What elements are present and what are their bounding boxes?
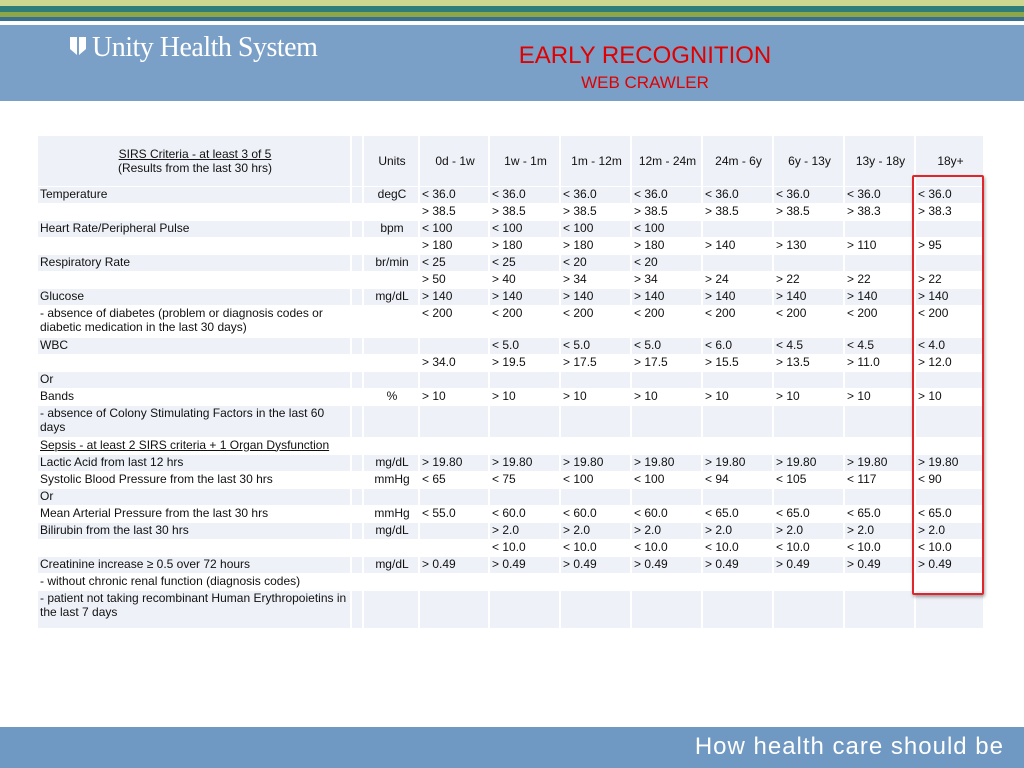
threshold-cell: > 2.0 — [773, 522, 844, 539]
threshold-cell — [844, 405, 915, 437]
threshold-cell: < 94 — [702, 471, 773, 488]
spacer-cell — [351, 590, 363, 628]
threshold-cell — [631, 590, 702, 628]
threshold-cell — [844, 254, 915, 271]
unit-cell: mmHg — [363, 471, 419, 488]
threshold-cell — [702, 488, 773, 505]
threshold-cell — [560, 405, 631, 437]
table-row — [38, 522, 984, 539]
threshold-cell — [702, 573, 773, 590]
spacer-cell — [351, 271, 363, 288]
table-row — [38, 220, 984, 237]
threshold-cell: > 0.49 — [702, 556, 773, 573]
criteria-label: Lactic Acid from last 12 hrs — [38, 454, 351, 471]
threshold-cell: > 2.0 — [915, 522, 984, 539]
threshold-cell: > 38.5 — [773, 203, 844, 220]
threshold-cell: > 19.80 — [844, 454, 915, 471]
age-header-1m-12m: 1m - 12m — [560, 136, 631, 186]
threshold-cell: < 100 — [631, 220, 702, 237]
threshold-cell — [844, 488, 915, 505]
threshold-cell: > 2.0 — [560, 522, 631, 539]
criteria-label: Sepsis - at least 2 SIRS criteria + 1 Organ Dysfunction — [38, 437, 351, 454]
threshold-cell: > 10 — [489, 388, 560, 405]
spacer-cell — [351, 522, 363, 539]
threshold-cell: > 2.0 — [631, 522, 702, 539]
units-header: Units — [363, 136, 419, 186]
table-row — [38, 305, 984, 337]
table-row — [38, 288, 984, 305]
threshold-cell: < 100 — [631, 471, 702, 488]
threshold-cell: < 117 — [844, 471, 915, 488]
threshold-cell: < 25 — [489, 254, 560, 271]
age-header-0d-1w: 0d - 1w — [419, 136, 489, 186]
threshold-cell: > 11.0 — [844, 354, 915, 371]
threshold-cell — [560, 573, 631, 590]
threshold-cell: > 140 — [844, 288, 915, 305]
unit-cell — [363, 371, 419, 388]
threshold-cell — [419, 337, 489, 354]
threshold-cell: < 6.0 — [702, 337, 773, 354]
threshold-cell: > 180 — [560, 237, 631, 254]
threshold-cell: > 180 — [489, 237, 560, 254]
table-row — [38, 237, 984, 254]
threshold-cell: > 2.0 — [702, 522, 773, 539]
threshold-cell — [773, 573, 844, 590]
threshold-cell — [631, 573, 702, 590]
threshold-cell: < 4.0 — [915, 337, 984, 354]
threshold-cell — [419, 522, 489, 539]
threshold-cell: > 140 — [702, 288, 773, 305]
threshold-cell: > 10 — [773, 388, 844, 405]
table-row — [38, 556, 984, 573]
threshold-cell: < 200 — [419, 305, 489, 337]
criteria-label: - absence of Colony Stimulating Factors in the last 60 days — [38, 405, 351, 437]
threshold-cell — [702, 437, 773, 454]
criteria-label: - without chronic renal function (diagnosis codes) — [38, 573, 351, 590]
threshold-cell: < 105 — [773, 471, 844, 488]
threshold-cell — [844, 437, 915, 454]
threshold-cell — [419, 488, 489, 505]
threshold-cell: < 20 — [560, 254, 631, 271]
threshold-cell: < 100 — [419, 220, 489, 237]
threshold-cell: < 65 — [419, 471, 489, 488]
threshold-cell: > 38.5 — [489, 203, 560, 220]
unit-cell: mmHg — [363, 505, 419, 522]
threshold-cell — [419, 437, 489, 454]
threshold-cell: > 2.0 — [844, 522, 915, 539]
table-row — [38, 186, 984, 203]
spacer-cell — [351, 405, 363, 437]
threshold-cell: > 180 — [631, 237, 702, 254]
unit-cell: mg/dL — [363, 454, 419, 471]
threshold-cell: > 140 — [560, 288, 631, 305]
table-header-row — [38, 136, 984, 186]
age-header-6y-13y: 6y - 13y — [773, 136, 844, 186]
threshold-cell: < 20 — [631, 254, 702, 271]
threshold-cell: < 90 — [915, 471, 984, 488]
threshold-cell: > 0.49 — [419, 556, 489, 573]
threshold-cell: < 10.0 — [773, 539, 844, 556]
criteria-label: Glucose — [38, 288, 351, 305]
table-row — [38, 405, 984, 437]
unit-cell — [363, 237, 419, 254]
threshold-cell: < 200 — [702, 305, 773, 337]
threshold-cell — [702, 254, 773, 271]
table-row — [38, 488, 984, 505]
threshold-cell: > 19.80 — [419, 454, 489, 471]
threshold-cell — [844, 573, 915, 590]
unit-cell — [363, 337, 419, 354]
threshold-cell: > 140 — [773, 288, 844, 305]
threshold-cell: > 140 — [702, 237, 773, 254]
threshold-cell — [773, 405, 844, 437]
threshold-cell — [702, 220, 773, 237]
threshold-cell: > 140 — [915, 288, 984, 305]
threshold-cell: > 0.49 — [844, 556, 915, 573]
criteria-label — [38, 271, 351, 288]
threshold-cell — [844, 590, 915, 628]
threshold-cell: > 17.5 — [631, 354, 702, 371]
spacer-cell — [351, 437, 363, 454]
table-row — [38, 539, 984, 556]
unit-cell — [363, 405, 419, 437]
threshold-cell: > 130 — [773, 237, 844, 254]
adult-column-highlight — [912, 175, 984, 595]
threshold-cell — [560, 437, 631, 454]
spacer-cell — [351, 136, 363, 186]
threshold-cell: > 0.49 — [631, 556, 702, 573]
table-row — [38, 271, 984, 288]
spacer-cell — [351, 471, 363, 488]
threshold-cell: < 100 — [560, 471, 631, 488]
threshold-cell: > 10 — [560, 388, 631, 405]
threshold-cell — [489, 437, 560, 454]
spacer-cell — [351, 556, 363, 573]
criteria-label: Respiratory Rate — [38, 254, 351, 271]
table-row — [38, 471, 984, 488]
spacer-cell — [351, 220, 363, 237]
criteria-label: Mean Arterial Pressure from the last 30 hrs — [38, 505, 351, 522]
spacer-cell — [351, 254, 363, 271]
top-stripe — [0, 17, 1024, 21]
table-row — [38, 371, 984, 388]
spacer-cell — [351, 539, 363, 556]
threshold-cell: > 0.49 — [915, 556, 984, 573]
threshold-cell: > 19.80 — [631, 454, 702, 471]
threshold-cell — [773, 220, 844, 237]
table-row — [38, 388, 984, 405]
spacer-cell — [351, 186, 363, 203]
threshold-cell: > 34.0 — [419, 354, 489, 371]
threshold-cell: < 10.0 — [631, 539, 702, 556]
threshold-cell: > 22 — [915, 271, 984, 288]
threshold-cell — [419, 590, 489, 628]
threshold-cell: < 36.0 — [419, 186, 489, 203]
threshold-cell — [419, 539, 489, 556]
threshold-cell: < 5.0 — [489, 337, 560, 354]
unit-cell — [363, 354, 419, 371]
criteria-label — [38, 539, 351, 556]
age-header-24m-6y: 24m - 6y — [702, 136, 773, 186]
threshold-cell: < 36.0 — [844, 186, 915, 203]
threshold-cell: < 4.5 — [844, 337, 915, 354]
threshold-cell: < 200 — [915, 305, 984, 337]
threshold-cell: > 34 — [560, 271, 631, 288]
table-row — [38, 590, 984, 628]
threshold-cell: > 19.80 — [773, 454, 844, 471]
threshold-cell: < 65.0 — [844, 505, 915, 522]
unit-cell: mg/dL — [363, 522, 419, 539]
threshold-cell: < 200 — [631, 305, 702, 337]
threshold-cell — [560, 371, 631, 388]
threshold-cell: < 55.0 — [419, 505, 489, 522]
threshold-cell: > 17.5 — [560, 354, 631, 371]
criteria-label: - absence of diabetes (problem or diagnosis codes or diabetic medication in the last 30 days) — [38, 305, 351, 337]
threshold-cell: < 200 — [773, 305, 844, 337]
age-header-1w-1m: 1w - 1m — [489, 136, 560, 186]
threshold-cell: < 65.0 — [702, 505, 773, 522]
threshold-cell: > 38.3 — [844, 203, 915, 220]
criteria-label: - patient not taking recombinant Human Erythropoietins in the last 7 days — [38, 590, 351, 628]
threshold-cell — [631, 488, 702, 505]
threshold-cell: > 95 — [915, 237, 984, 254]
threshold-cell: < 4.5 — [773, 337, 844, 354]
threshold-cell: > 13.5 — [773, 354, 844, 371]
table-row — [38, 454, 984, 471]
threshold-cell — [419, 405, 489, 437]
threshold-cell: < 36.0 — [915, 186, 984, 203]
threshold-cell — [773, 371, 844, 388]
threshold-cell: > 10 — [631, 388, 702, 405]
threshold-cell: > 140 — [489, 288, 560, 305]
threshold-cell: > 19.80 — [560, 454, 631, 471]
threshold-cell — [631, 437, 702, 454]
threshold-cell: > 10 — [702, 388, 773, 405]
threshold-cell: < 36.0 — [560, 186, 631, 203]
threshold-cell — [915, 590, 984, 628]
spacer-cell — [351, 388, 363, 405]
spacer-cell — [351, 305, 363, 337]
threshold-cell: < 25 — [419, 254, 489, 271]
age-header-12m-24m: 12m - 24m — [631, 136, 702, 186]
threshold-cell — [702, 590, 773, 628]
spacer-cell — [351, 354, 363, 371]
threshold-cell — [773, 590, 844, 628]
threshold-cell: > 0.49 — [489, 556, 560, 573]
threshold-cell: > 10 — [915, 388, 984, 405]
threshold-cell: > 38.5 — [419, 203, 489, 220]
threshold-cell: > 19.80 — [702, 454, 773, 471]
unit-cell — [363, 573, 419, 590]
unit-cell — [363, 590, 419, 628]
spacer-cell — [351, 371, 363, 388]
criteria-label: Creatinine increase ≥ 0.5 over 72 hours — [38, 556, 351, 573]
table-row — [38, 203, 984, 220]
threshold-cell — [560, 590, 631, 628]
unit-cell: mg/dL — [363, 556, 419, 573]
page-subtitle: WEB CRAWLER — [581, 73, 709, 92]
threshold-cell: > 140 — [631, 288, 702, 305]
threshold-cell: > 15.5 — [702, 354, 773, 371]
logo — [68, 30, 317, 66]
criteria-label: Or — [38, 488, 351, 505]
logo-text: Unity Health System — [92, 32, 318, 63]
criteria-label: Temperature — [38, 186, 351, 203]
threshold-cell — [489, 590, 560, 628]
threshold-cell: < 200 — [560, 305, 631, 337]
threshold-cell: > 38.5 — [702, 203, 773, 220]
criteria-label: Bands — [38, 388, 351, 405]
threshold-cell — [419, 371, 489, 388]
threshold-cell: > 50 — [419, 271, 489, 288]
unit-cell: % — [363, 388, 419, 405]
threshold-cell — [489, 405, 560, 437]
threshold-cell: < 36.0 — [631, 186, 702, 203]
unity-logo-icon — [68, 35, 88, 61]
threshold-cell — [773, 254, 844, 271]
criteria-header — [38, 136, 351, 186]
threshold-cell: < 5.0 — [560, 337, 631, 354]
unit-cell — [363, 305, 419, 337]
criteria-label — [38, 354, 351, 371]
criteria-label — [38, 203, 351, 220]
spacer-cell — [351, 288, 363, 305]
threshold-cell — [773, 488, 844, 505]
threshold-cell: > 2.0 — [489, 522, 560, 539]
threshold-cell — [702, 371, 773, 388]
spacer-cell — [351, 488, 363, 505]
unit-cell: degC — [363, 186, 419, 203]
threshold-cell: > 0.49 — [560, 556, 631, 573]
age-header-13y-18y: 13y - 18y — [844, 136, 915, 186]
criteria-header-note: (Results from the last 30 hrs) — [117, 160, 273, 175]
criteria-header-title: SIRS Criteria - at least 3 of 5 — [118, 146, 272, 161]
threshold-cell — [702, 405, 773, 437]
threshold-cell: < 100 — [560, 220, 631, 237]
threshold-cell: < 36.0 — [702, 186, 773, 203]
threshold-cell: > 12.0 — [915, 354, 984, 371]
threshold-cell: < 65.0 — [773, 505, 844, 522]
spacer-cell — [351, 337, 363, 354]
threshold-cell: < 60.0 — [560, 505, 631, 522]
spacer-cell — [351, 237, 363, 254]
unit-cell — [363, 271, 419, 288]
footer-band — [0, 727, 1024, 768]
threshold-cell — [489, 371, 560, 388]
threshold-cell: < 200 — [489, 305, 560, 337]
threshold-cell: > 19.80 — [489, 454, 560, 471]
threshold-cell: < 10.0 — [489, 539, 560, 556]
criteria-label — [38, 237, 351, 254]
page-title: EARLY RECOGNITION — [518, 42, 772, 69]
threshold-cell: > 40 — [489, 271, 560, 288]
criteria-label: Or — [38, 371, 351, 388]
spacer-cell — [351, 203, 363, 220]
threshold-cell: > 22 — [773, 271, 844, 288]
unit-cell — [363, 539, 419, 556]
threshold-cell: < 10.0 — [702, 539, 773, 556]
threshold-cell: > 38.5 — [560, 203, 631, 220]
threshold-cell: < 10.0 — [915, 539, 984, 556]
threshold-cell: < 36.0 — [489, 186, 560, 203]
threshold-cell: < 36.0 — [773, 186, 844, 203]
unit-cell — [363, 488, 419, 505]
threshold-cell: > 34 — [631, 271, 702, 288]
footer-tagline: How health care should be — [694, 733, 1004, 760]
threshold-cell: > 19.5 — [489, 354, 560, 371]
threshold-cell: > 38.3 — [915, 203, 984, 220]
threshold-cell: > 0.49 — [773, 556, 844, 573]
threshold-cell — [560, 488, 631, 505]
threshold-cell: > 24 — [702, 271, 773, 288]
unit-cell: br/min — [363, 254, 419, 271]
unit-cell: bpm — [363, 220, 419, 237]
threshold-cell: > 10 — [844, 388, 915, 405]
threshold-cell — [419, 573, 489, 590]
threshold-cell: > 140 — [419, 288, 489, 305]
table-row — [38, 437, 984, 454]
unit-cell: mg/dL — [363, 288, 419, 305]
threshold-cell: > 10 — [419, 388, 489, 405]
threshold-cell: < 10.0 — [844, 539, 915, 556]
threshold-cell: < 60.0 — [489, 505, 560, 522]
threshold-cell: > 22 — [844, 271, 915, 288]
threshold-cell: < 60.0 — [631, 505, 702, 522]
threshold-cell — [631, 371, 702, 388]
threshold-cell: > 38.5 — [631, 203, 702, 220]
spacer-cell — [351, 505, 363, 522]
threshold-cell: > 110 — [844, 237, 915, 254]
table-row — [38, 354, 984, 371]
threshold-cell: > 19.80 — [915, 454, 984, 471]
age-header-18y-plus: 18y+ — [915, 136, 984, 186]
threshold-cell: < 200 — [844, 305, 915, 337]
table-row — [38, 573, 984, 590]
unit-cell — [363, 203, 419, 220]
threshold-cell: < 75 — [489, 471, 560, 488]
table-row — [38, 337, 984, 354]
threshold-cell: < 10.0 — [560, 539, 631, 556]
table-row — [38, 254, 984, 271]
unit-cell — [363, 437, 419, 454]
threshold-cell — [844, 220, 915, 237]
criteria-label: WBC — [38, 337, 351, 354]
criteria-label: Bilirubin from the last 30 hrs — [38, 522, 351, 539]
threshold-cell — [489, 573, 560, 590]
spacer-cell — [351, 573, 363, 590]
threshold-cell: < 100 — [489, 220, 560, 237]
sirs-criteria-table — [38, 136, 985, 629]
threshold-cell — [844, 371, 915, 388]
criteria-label: Systolic Blood Pressure from the last 30 hrs — [38, 471, 351, 488]
threshold-cell — [773, 437, 844, 454]
threshold-cell: < 65.0 — [915, 505, 984, 522]
criteria-label: Heart Rate/Peripheral Pulse — [38, 220, 351, 237]
threshold-cell — [631, 405, 702, 437]
threshold-cell: < 5.0 — [631, 337, 702, 354]
threshold-cell: > 180 — [419, 237, 489, 254]
spacer-cell — [351, 454, 363, 471]
threshold-cell — [489, 488, 560, 505]
table-row — [38, 505, 984, 522]
